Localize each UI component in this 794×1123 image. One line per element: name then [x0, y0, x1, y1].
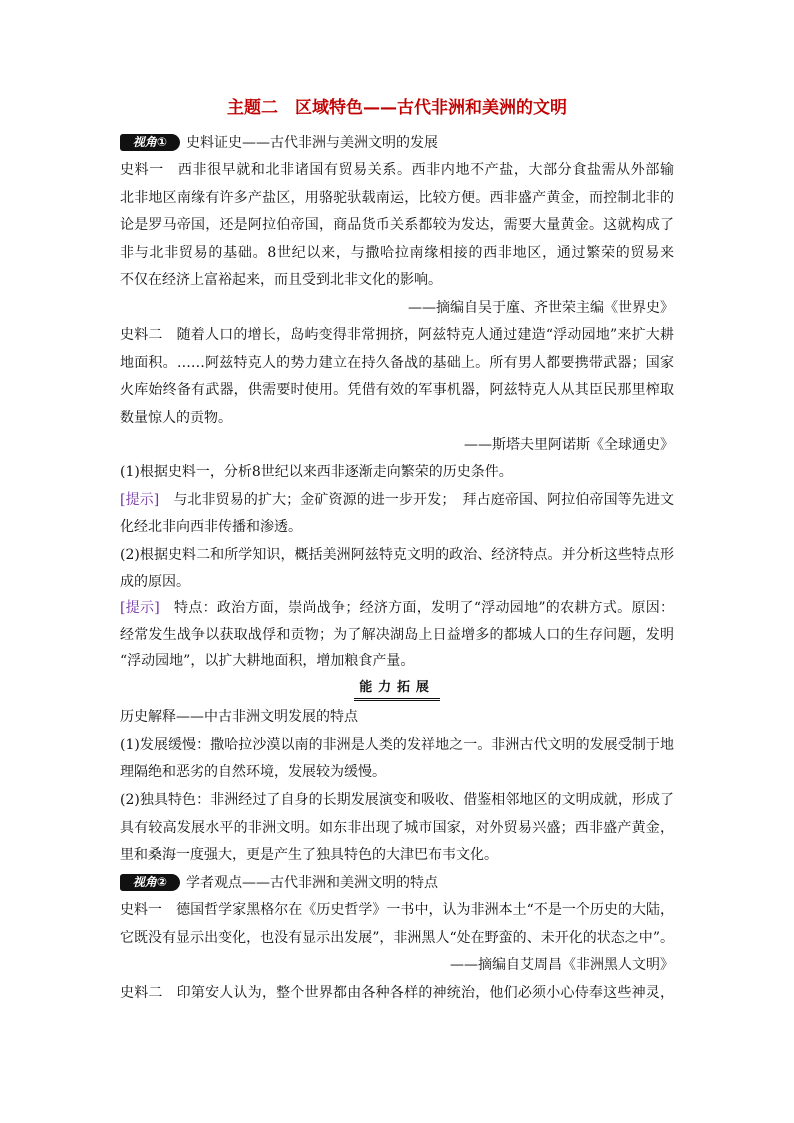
extension-point-2-line: 具有较高发展水平的非洲文明。如东非出现了城市国家，对外贸易兴盛；西非盛产黄金， [120, 820, 674, 836]
question-2: 成的原因。 [120, 574, 190, 590]
source-4-label: 史料二 [120, 985, 163, 1001]
source-2-line [120, 325, 674, 345]
extension-point-1-line: 理隔绝和恶劣的自然环境，发展较为缓慢。 [120, 764, 386, 780]
viewpoint-badge-label: 视角 [132, 875, 157, 889]
extension-point-2-line: (2)独具特色：非洲经过了自身的长期发展演变和吸收、借鉴相邻地区的文明成就，形成了 [120, 792, 674, 808]
source-2-line: 地面积。……阿兹特克人的势力建立在持久备战的基础上。所有男人都要携带武器；国家 [120, 355, 674, 371]
viewpoint-badge-number: ① [156, 135, 168, 149]
source-1-citation: ——摘编自吴于廑、齐世荣主编《世界史》 [408, 300, 674, 316]
source-1-line: 非与北非贸易的基础。8世纪以来，与撒哈拉南缘相接的西非地区，通过繁荣的贸易来 [120, 245, 674, 261]
viewpoint-1-heading: 史料证史——古代非洲与美洲文明的发展 [186, 135, 438, 151]
extension-point-1-line: (1)发展缓慢：撒哈拉沙漠以南的非洲是人类的发祥地之一。非洲古代文明的发展受制于地 [120, 737, 674, 753]
hint-1-text: 与北非贸易的扩大；金矿资源的进一步开发； 拜占庭帝国、阿拉伯帝国等先进文 [173, 492, 674, 508]
source-1-label: 史料一 [120, 162, 164, 178]
extension-heading: 能力拓展 [354, 679, 440, 701]
source-3-text: 德国哲学家黑格尔在《历史哲学》一书中，认为非洲本土“不是一个历史的大陆， [176, 902, 674, 918]
viewpoint-badge-2 [120, 874, 180, 891]
source-1-line: 北非地区南缘有许多产盐区，用骆驼驮载南运，比较方便。西非盛产黄金，而控制北非的 [120, 190, 674, 206]
hint-2-line: “浮动园地”，以扩大耕地面积，增加粮食产量。 [120, 653, 415, 669]
source-4-text: 印第安人认为，整个世界都由各种各样的神统治，他们必须小心侍奉这些神灵， [176, 985, 674, 1001]
source-3-line: 它既没有显示出变化，也没有显示出发展”，非洲黑人“处在野蛮的、未开化的状态之中”。 [120, 930, 674, 946]
viewpoint-badge-number: ② [156, 875, 168, 889]
source-2-label: 史料二 [120, 327, 163, 343]
source-1-line: 不仅在经济上富裕起来，而且受到北非文化的影响。 [120, 272, 442, 288]
hint-1-label: [提示] [120, 492, 160, 508]
extension-point-2-line: 里和桑海一度强大，更是产生了独具特色的大津巴布韦文化。 [120, 847, 498, 863]
hint-2-label: [提示] [120, 600, 160, 616]
source-3-line [120, 900, 674, 920]
source-1-text: 西非很早就和北非诸国有贸易关系。西非内地不产盐，大部分食盐需从外部输 [177, 162, 674, 178]
hint-2-line [120, 598, 674, 618]
source-3-label: 史料一 [120, 902, 163, 918]
page-title: 主题二 区域特色——古代非洲和美洲的文明 [227, 98, 567, 118]
viewpoint-badge-1 [120, 134, 180, 151]
source-3-citation: ——摘编自艾周昌《非洲黑人文明》 [450, 957, 674, 973]
viewpoint-2-heading: 学者观点——古代非洲和美洲文明的特点 [186, 875, 438, 891]
source-2-line: 火库始终备有武器，供需要时使用。凭借有效的军事机器，阿兹特克人从其臣民那里榨取 [120, 382, 674, 398]
source-2-citation: ——斯塔夫里阿诺斯《全球通史》 [464, 437, 674, 453]
hint-2-text: 特点：政治方面，崇尚战争；经济方面，发明了“浮动园地”的农耕方式。原因： [173, 600, 674, 616]
source-4-line [120, 983, 674, 1003]
extension-subtitle: 历史解释——中古非洲文明发展的特点 [120, 709, 358, 725]
source-1-line [120, 160, 674, 180]
hint-1-line [120, 490, 674, 510]
question-1: (1)根据史料一，分析8世纪以来西非逐渐走向繁荣的历史条件。 [120, 464, 513, 480]
source-1-line: 论是罗马帝国，还是阿拉伯帝国，商品货币关系都较为发达，需要大量黄金。这就构成了 [120, 217, 674, 233]
source-2-text: 随着人口的增长，岛屿变得非常拥挤，阿兹特克人通过建造“浮动园地”来扩大耕 [176, 327, 674, 343]
hint-2-line: 经常发生战争以获取战俘和贡物；为了解决湖岛上日益增多的都城人口的生存问题，发明 [120, 627, 674, 643]
source-2-line: 数量惊人的贡物。 [120, 410, 232, 426]
viewpoint-badge-label: 视角 [132, 135, 157, 149]
question-2: (2)根据史料二和所学知识，概括美洲阿兹特克文明的政治、经济特点。并分析这些特点形 [120, 547, 674, 563]
hint-1-line: 化经北非向西非传播和渗透。 [120, 519, 302, 535]
